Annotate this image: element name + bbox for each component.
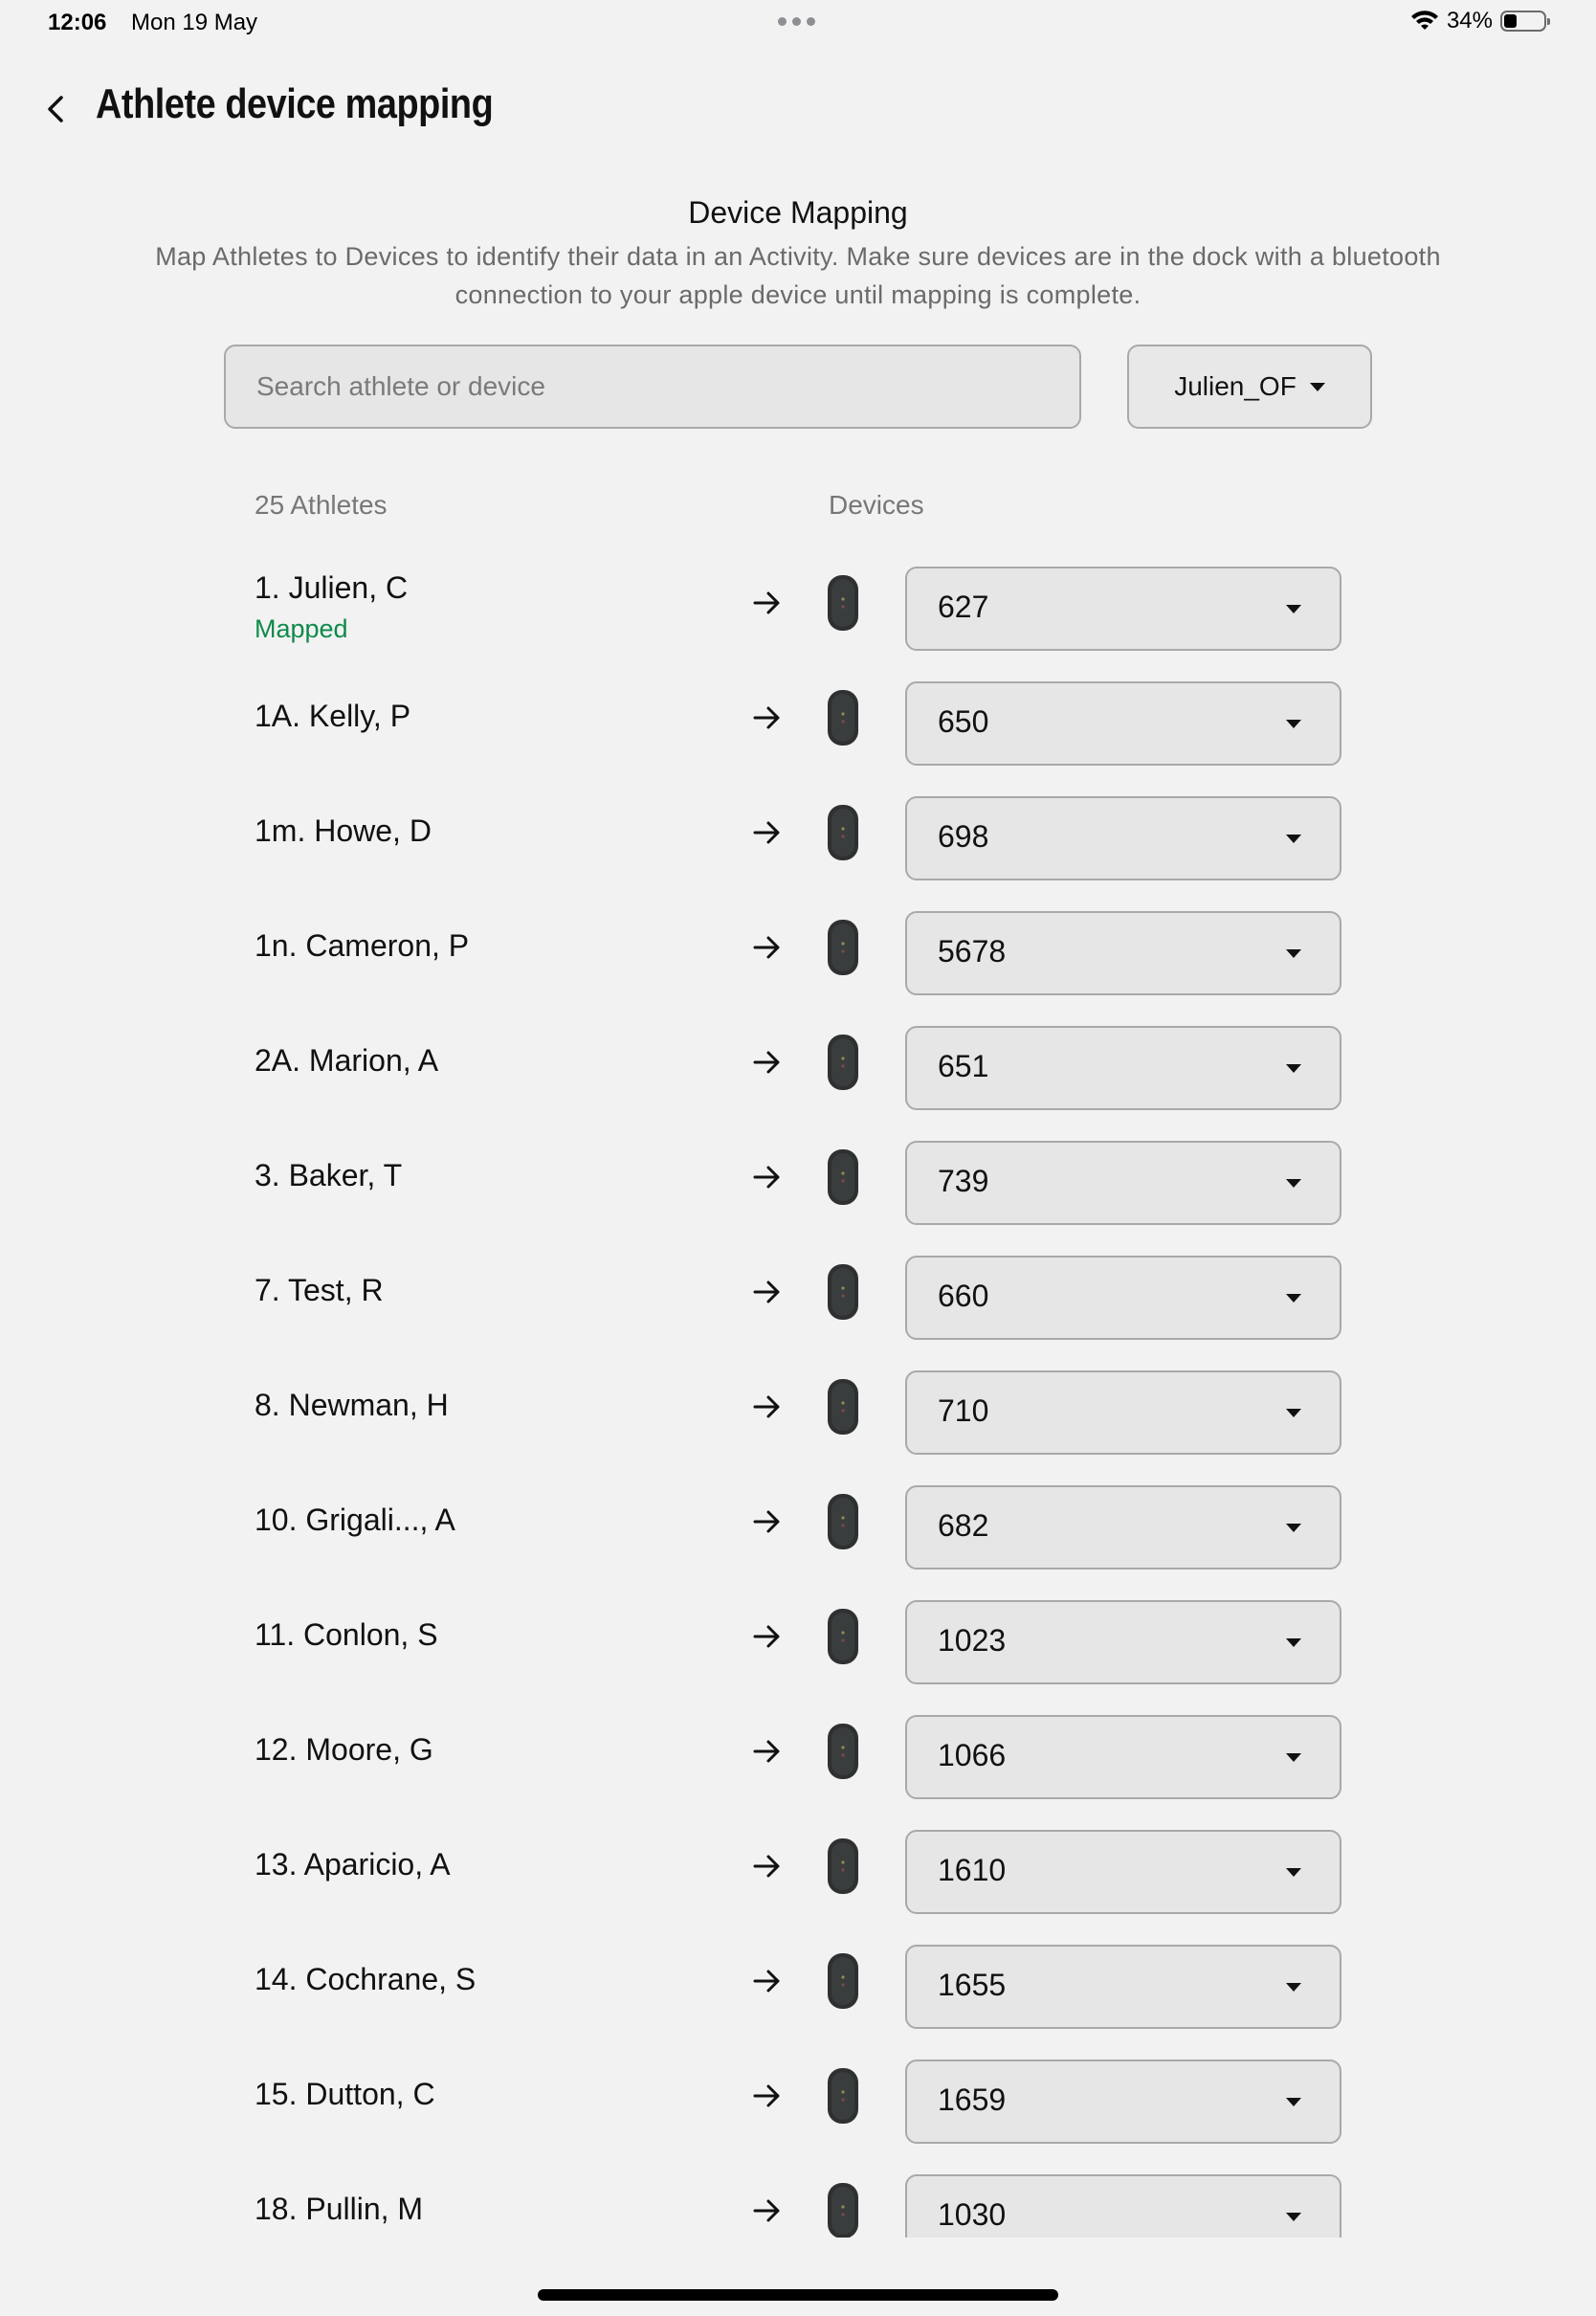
team-selector-value: Julien_OF: [1174, 371, 1297, 401]
tracker-device-icon: [825, 803, 861, 862]
device-select[interactable]: [905, 681, 1341, 766]
arrow-right-icon: [752, 1164, 783, 1191]
table-row: [0, 1225, 1596, 1340]
caret-down-icon: [1286, 1868, 1301, 1877]
table-row: [0, 651, 1596, 766]
caret-down-icon: [1286, 1983, 1301, 1992]
caret-down-icon: [1310, 383, 1325, 391]
athlete-name: 18. Pullin, M: [255, 2192, 424, 2226]
athlete-name: 12. Moore, G: [255, 1732, 433, 1767]
caret-down-icon: [1286, 949, 1301, 958]
device-id: 1659: [938, 2082, 1007, 2117]
table-row: [0, 1684, 1596, 1799]
athlete-name: 1. Julien, C: [255, 570, 409, 605]
device-id: 651: [938, 1049, 989, 1083]
caret-down-icon: [1286, 2213, 1301, 2221]
device-id: 710: [938, 1393, 989, 1428]
status-bar: [0, 0, 1596, 46]
device-select[interactable]: [905, 911, 1341, 995]
caret-down-icon: [1286, 1179, 1301, 1188]
athlete-name: 13. Aparicio, A: [255, 1847, 451, 1882]
tracker-device-icon: [825, 1492, 861, 1551]
battery-icon: [1500, 11, 1546, 32]
athlete-name: 1A. Kelly, P: [255, 699, 411, 733]
athlete-name: 2A. Marion, A: [255, 1043, 439, 1078]
status-date: Mon 19 May: [131, 10, 258, 35]
athlete-name: 15. Dutton, C: [255, 2077, 435, 2111]
search-input[interactable]: [224, 345, 1081, 429]
back-chevron-icon[interactable]: [42, 90, 71, 128]
battery-percent: 34%: [1446, 8, 1493, 33]
table-row: [0, 766, 1596, 880]
arrow-right-icon: [752, 1508, 783, 1535]
caret-down-icon: [1286, 2098, 1301, 2106]
device-select[interactable]: [905, 2060, 1341, 2144]
tracker-device-icon: [825, 918, 861, 977]
tracker-device-icon: [825, 1147, 861, 1207]
page-header: [0, 77, 1596, 144]
athlete-name: 11. Conlon, S: [255, 1617, 438, 1652]
device-select[interactable]: [905, 1256, 1341, 1340]
device-id: 698: [938, 819, 989, 854]
arrow-right-icon: [752, 2197, 783, 2224]
arrow-right-icon: [752, 1623, 783, 1650]
table-row: [0, 880, 1596, 995]
tracker-device-icon: [825, 688, 861, 747]
tracker-device-icon: [825, 1837, 861, 1896]
table-row: [0, 536, 1596, 651]
tracker-device-icon: [825, 1722, 861, 1781]
multitasking-dots-icon[interactable]: [778, 17, 815, 26]
caret-down-icon: [1286, 1294, 1301, 1303]
page-title: Athlete device mapping: [96, 80, 494, 127]
tracker-device-icon: [825, 573, 861, 633]
device-id: 660: [938, 1279, 989, 1313]
device-id: 627: [938, 590, 989, 624]
device-select[interactable]: [905, 2174, 1341, 2238]
caret-down-icon: [1286, 1753, 1301, 1762]
tracker-device-icon: [825, 2181, 861, 2238]
athlete-name: 8. Newman, H: [255, 1388, 449, 1422]
device-id: 1066: [938, 1738, 1007, 1772]
athlete-name: 1n. Cameron, P: [255, 928, 470, 963]
device-id: 739: [938, 1164, 989, 1198]
arrow-right-icon: [752, 1279, 783, 1305]
devices-column-header: Devices: [829, 490, 924, 520]
device-id: 5678: [938, 934, 1007, 969]
arrow-right-icon: [752, 819, 783, 846]
caret-down-icon: [1286, 1638, 1301, 1647]
tracker-device-icon: [825, 2066, 861, 2126]
table-row: [0, 2144, 1596, 2238]
arrow-right-icon: [752, 1738, 783, 1765]
tracker-device-icon: [825, 1377, 861, 1436]
arrow-right-icon: [752, 934, 783, 961]
home-indicator[interactable]: [538, 2289, 1058, 2301]
caret-down-icon: [1286, 720, 1301, 728]
tracker-device-icon: [825, 1951, 861, 2011]
device-select[interactable]: [905, 1485, 1341, 1570]
team-selector[interactable]: [1127, 345, 1372, 429]
caret-down-icon: [1286, 605, 1301, 613]
device-select[interactable]: [905, 1830, 1341, 1914]
athlete-name: 10. Grigali..., A: [255, 1503, 455, 1537]
section-description: Map Athletes to Devices to identify their data in an Activity. Make sure devices are in the dock with a bluetooth connection to your apple device until mapping is complete.: [155, 242, 1441, 309]
arrow-right-icon: [752, 2082, 783, 2109]
arrow-right-icon: [752, 1968, 783, 1994]
device-id: 682: [938, 1508, 989, 1543]
arrow-right-icon: [752, 1049, 783, 1076]
device-id: 1030: [938, 2197, 1007, 2232]
device-select[interactable]: [905, 1715, 1341, 1799]
device-id: 1610: [938, 1853, 1007, 1887]
tracker-device-icon: [825, 1033, 861, 1092]
status-indicators: [1410, 8, 1546, 34]
table-row: [0, 1570, 1596, 1684]
caret-down-icon: [1286, 1524, 1301, 1532]
status-time: 12:06: [48, 10, 107, 35]
device-select[interactable]: [905, 1600, 1341, 1684]
table-row: [0, 995, 1596, 1110]
device-select[interactable]: [905, 1026, 1341, 1110]
device-id: 1023: [938, 1623, 1007, 1658]
arrow-right-icon: [752, 1393, 783, 1420]
device-select[interactable]: [905, 796, 1341, 880]
table-row: [0, 1340, 1596, 1455]
device-id: 650: [938, 704, 989, 739]
caret-down-icon: [1286, 1064, 1301, 1073]
athlete-name: 14. Cochrane, S: [255, 1962, 477, 1996]
tracker-device-icon: [825, 1262, 861, 1322]
device-select[interactable]: [905, 1945, 1341, 2029]
caret-down-icon: [1286, 1409, 1301, 1417]
athlete-name: 1m. Howe, D: [255, 813, 432, 848]
table-row: [0, 1110, 1596, 1225]
athlete-name: 3. Baker, T: [255, 1158, 403, 1192]
device-select[interactable]: [905, 567, 1341, 651]
wifi-icon: [1410, 11, 1439, 32]
device-select[interactable]: [905, 1370, 1341, 1455]
table-row: [0, 1914, 1596, 2029]
device-select[interactable]: [905, 1141, 1341, 1225]
section-title: Device Mapping: [688, 195, 908, 230]
athlete-device-list[interactable]: [0, 536, 1596, 2238]
arrow-right-icon: [752, 1853, 783, 1880]
arrow-right-icon: [752, 704, 783, 731]
table-row: [0, 1455, 1596, 1570]
mapped-status: Mapped: [255, 614, 348, 643]
athlete-name: 7. Test, R: [255, 1273, 384, 1307]
table-row: [0, 1799, 1596, 1914]
athletes-column-header: 25 Athletes: [255, 490, 388, 520]
table-row: [0, 2029, 1596, 2144]
caret-down-icon: [1286, 835, 1301, 843]
arrow-right-icon: [752, 590, 783, 616]
device-id: 1655: [938, 1968, 1007, 2002]
tracker-device-icon: [825, 1607, 861, 1666]
